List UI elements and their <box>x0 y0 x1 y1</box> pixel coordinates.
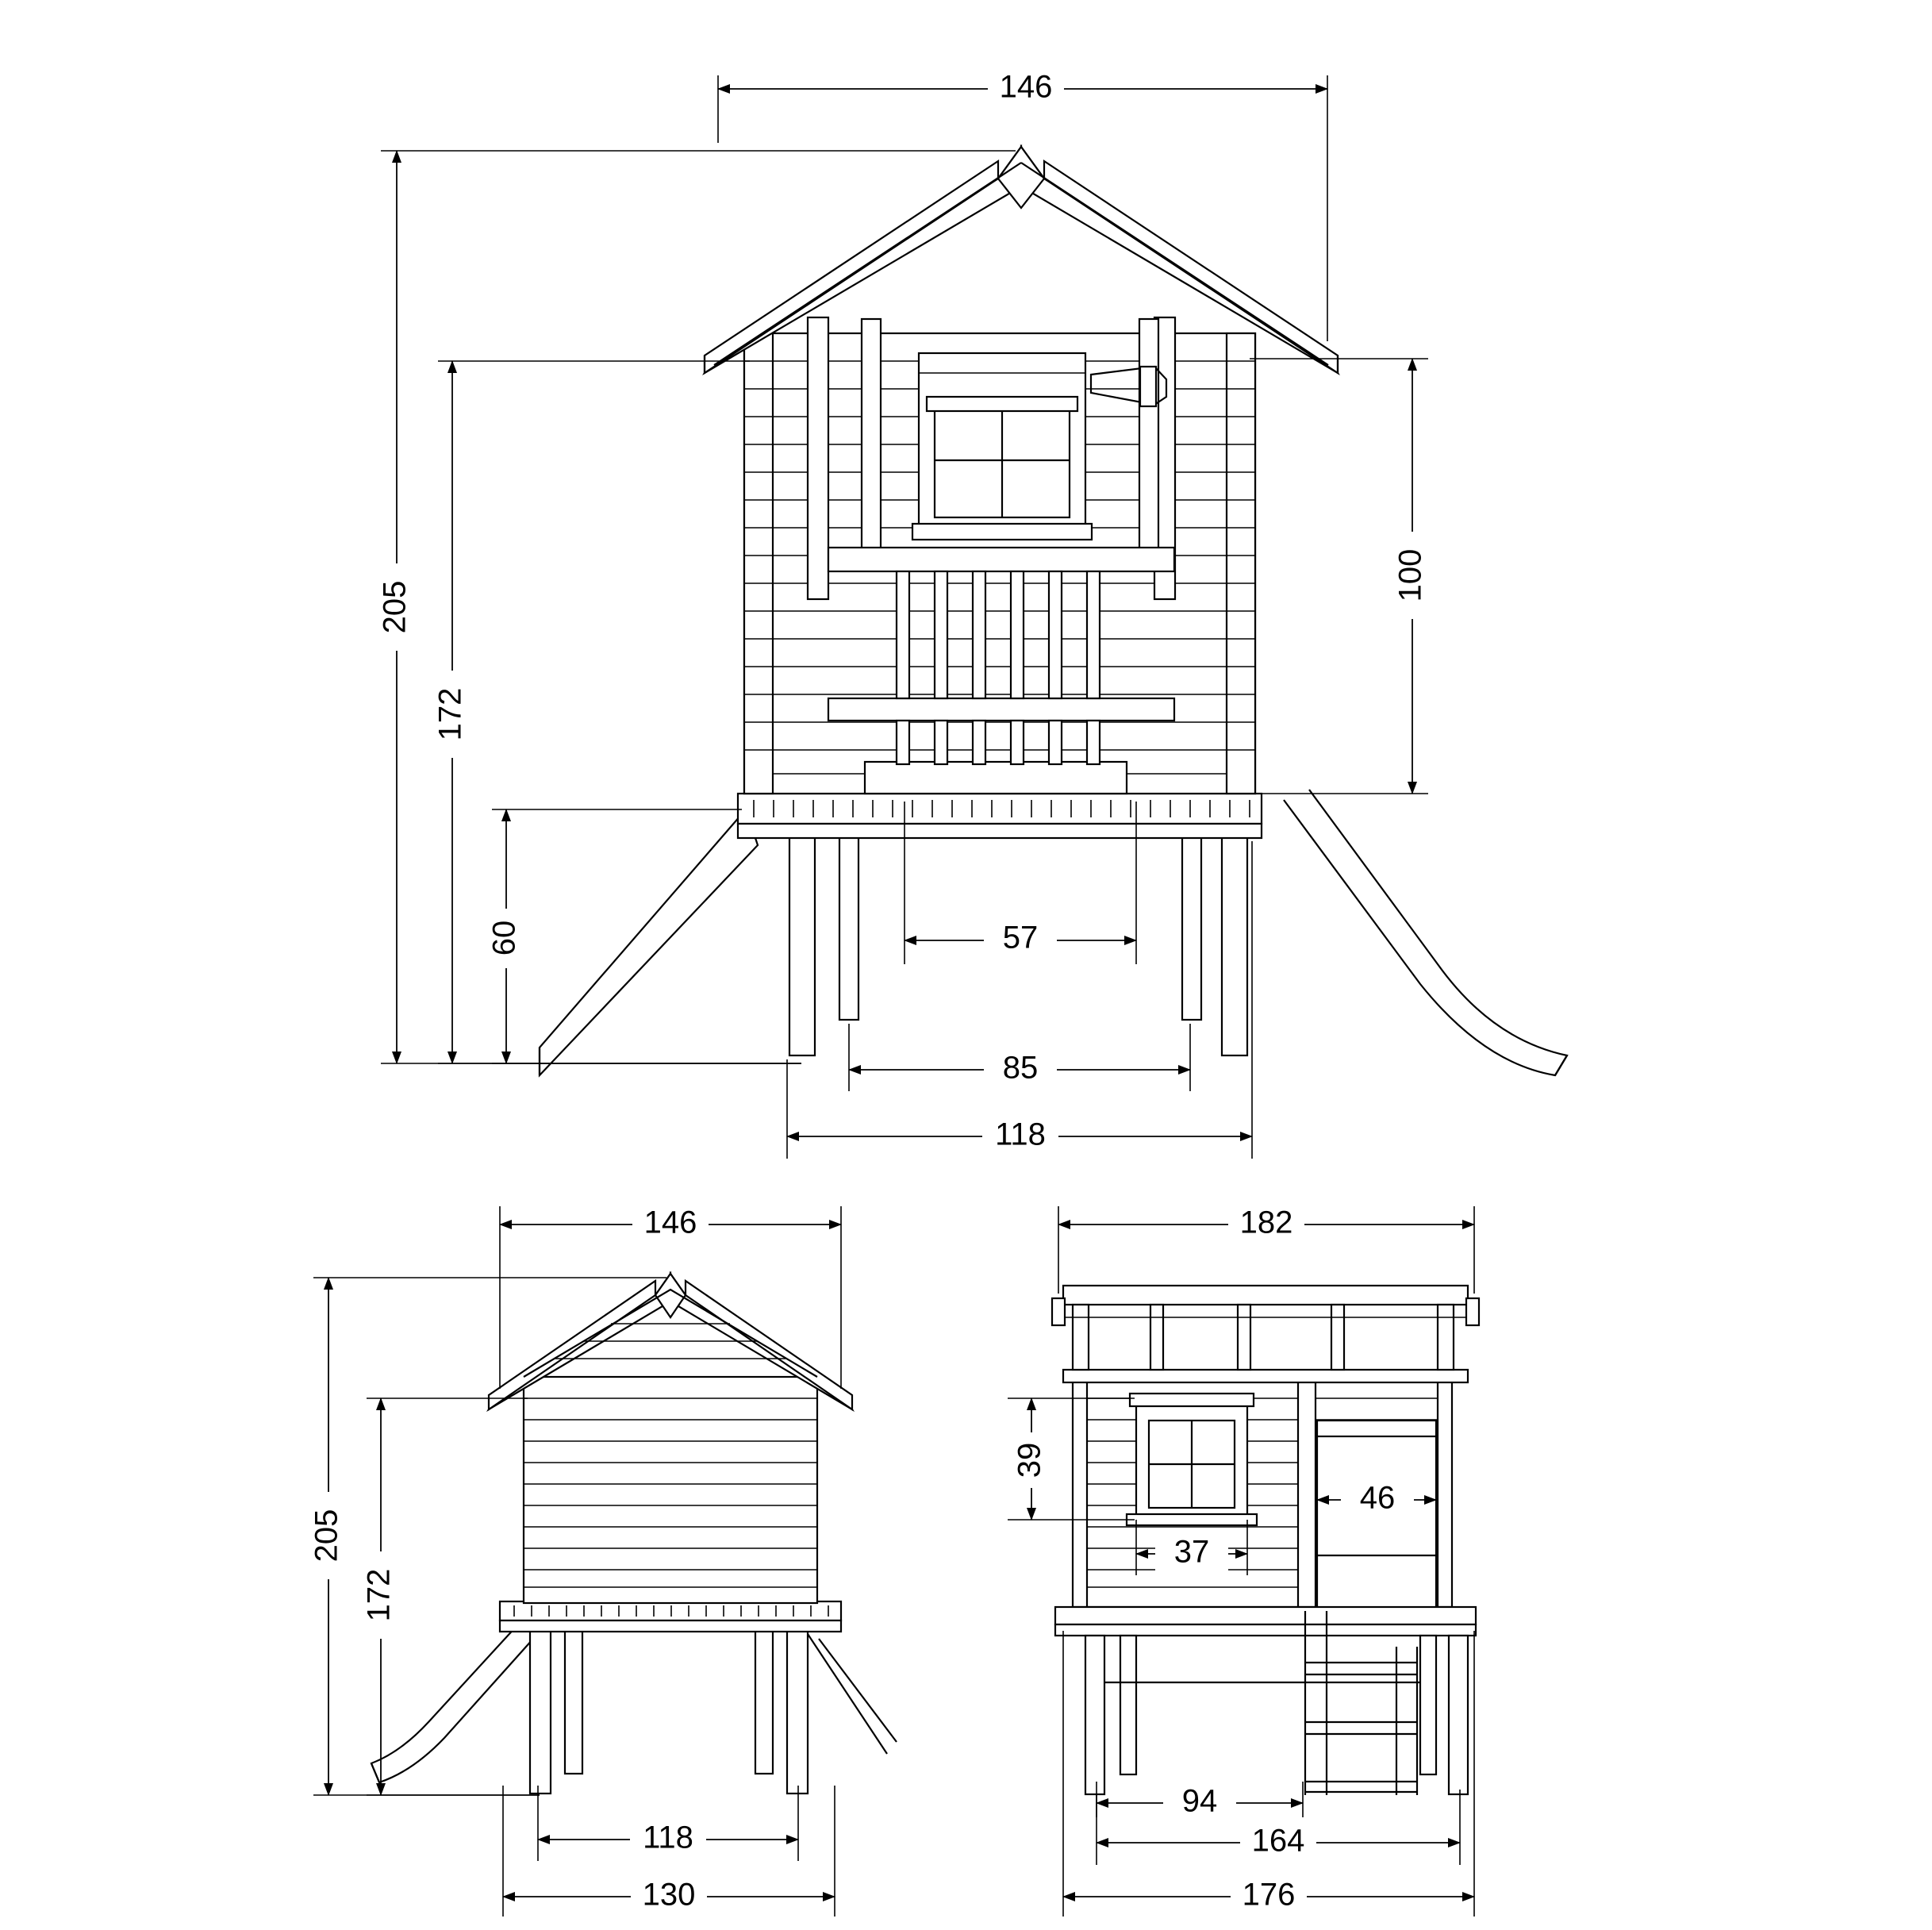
dim-side-wall-height-172 <box>357 1398 540 1795</box>
front-window <box>912 353 1092 540</box>
side-platform-deck <box>500 1601 841 1632</box>
front-platform-deck <box>738 794 1262 838</box>
dim-label-side-118: 118 <box>643 1820 693 1855</box>
dim-section-164 <box>1097 1790 1460 1865</box>
dim-label-front-57: 57 <box>1002 920 1039 955</box>
section-view <box>1052 1286 1479 1795</box>
dim-label-section-176: 176 <box>1242 1877 1296 1913</box>
dim-label-section-46: 46 <box>1359 1480 1396 1516</box>
section-ladder <box>1305 1611 1417 1795</box>
dim-label-side-130: 130 <box>642 1877 696 1913</box>
dim-label-front-85: 85 <box>1002 1050 1039 1086</box>
dim-label-side-146: 146 <box>643 1205 697 1240</box>
dim-label-front-118: 118 <box>995 1117 1046 1152</box>
dim-label-side-205: 205 <box>309 1509 344 1563</box>
section-platform-deck <box>1055 1607 1476 1636</box>
dim-label-front-width: 146 <box>999 69 1053 105</box>
side-wall <box>524 1377 817 1603</box>
dim-label-side-172: 172 <box>361 1568 397 1622</box>
side-elevation-view <box>371 1274 897 1794</box>
dim-front-post-span-85 <box>849 1024 1190 1092</box>
dim-label-section-39: 39 <box>1012 1442 1047 1478</box>
front-right-slide <box>1284 790 1567 1075</box>
section-window <box>1127 1394 1257 1525</box>
dim-front-cabin-height-100 <box>1250 359 1436 794</box>
front-left-slide <box>540 809 758 1075</box>
side-slide <box>371 1625 897 1782</box>
dim-label-section-182: 182 <box>1239 1205 1293 1240</box>
dim-section-width-182 <box>1058 1203 1474 1294</box>
dim-side-base-118 <box>538 1786 798 1862</box>
dim-section-inner-94 <box>1097 1782 1303 1825</box>
dim-label-section-164: 164 <box>1251 1823 1305 1859</box>
dim-label-front-100: 100 <box>1392 548 1428 602</box>
dim-label-front-60: 60 <box>486 920 522 956</box>
section-support-posts <box>1085 1636 1468 1794</box>
dim-label-section-37: 37 <box>1173 1534 1210 1570</box>
dim-label-front-205: 205 <box>377 580 413 634</box>
section-roof-slab <box>1052 1286 1479 1382</box>
dim-front-platform-height-60 <box>482 809 801 1063</box>
dim-label-front-172: 172 <box>432 687 468 741</box>
dim-label-section-94: 94 <box>1181 1783 1218 1819</box>
side-support-posts <box>530 1631 808 1794</box>
